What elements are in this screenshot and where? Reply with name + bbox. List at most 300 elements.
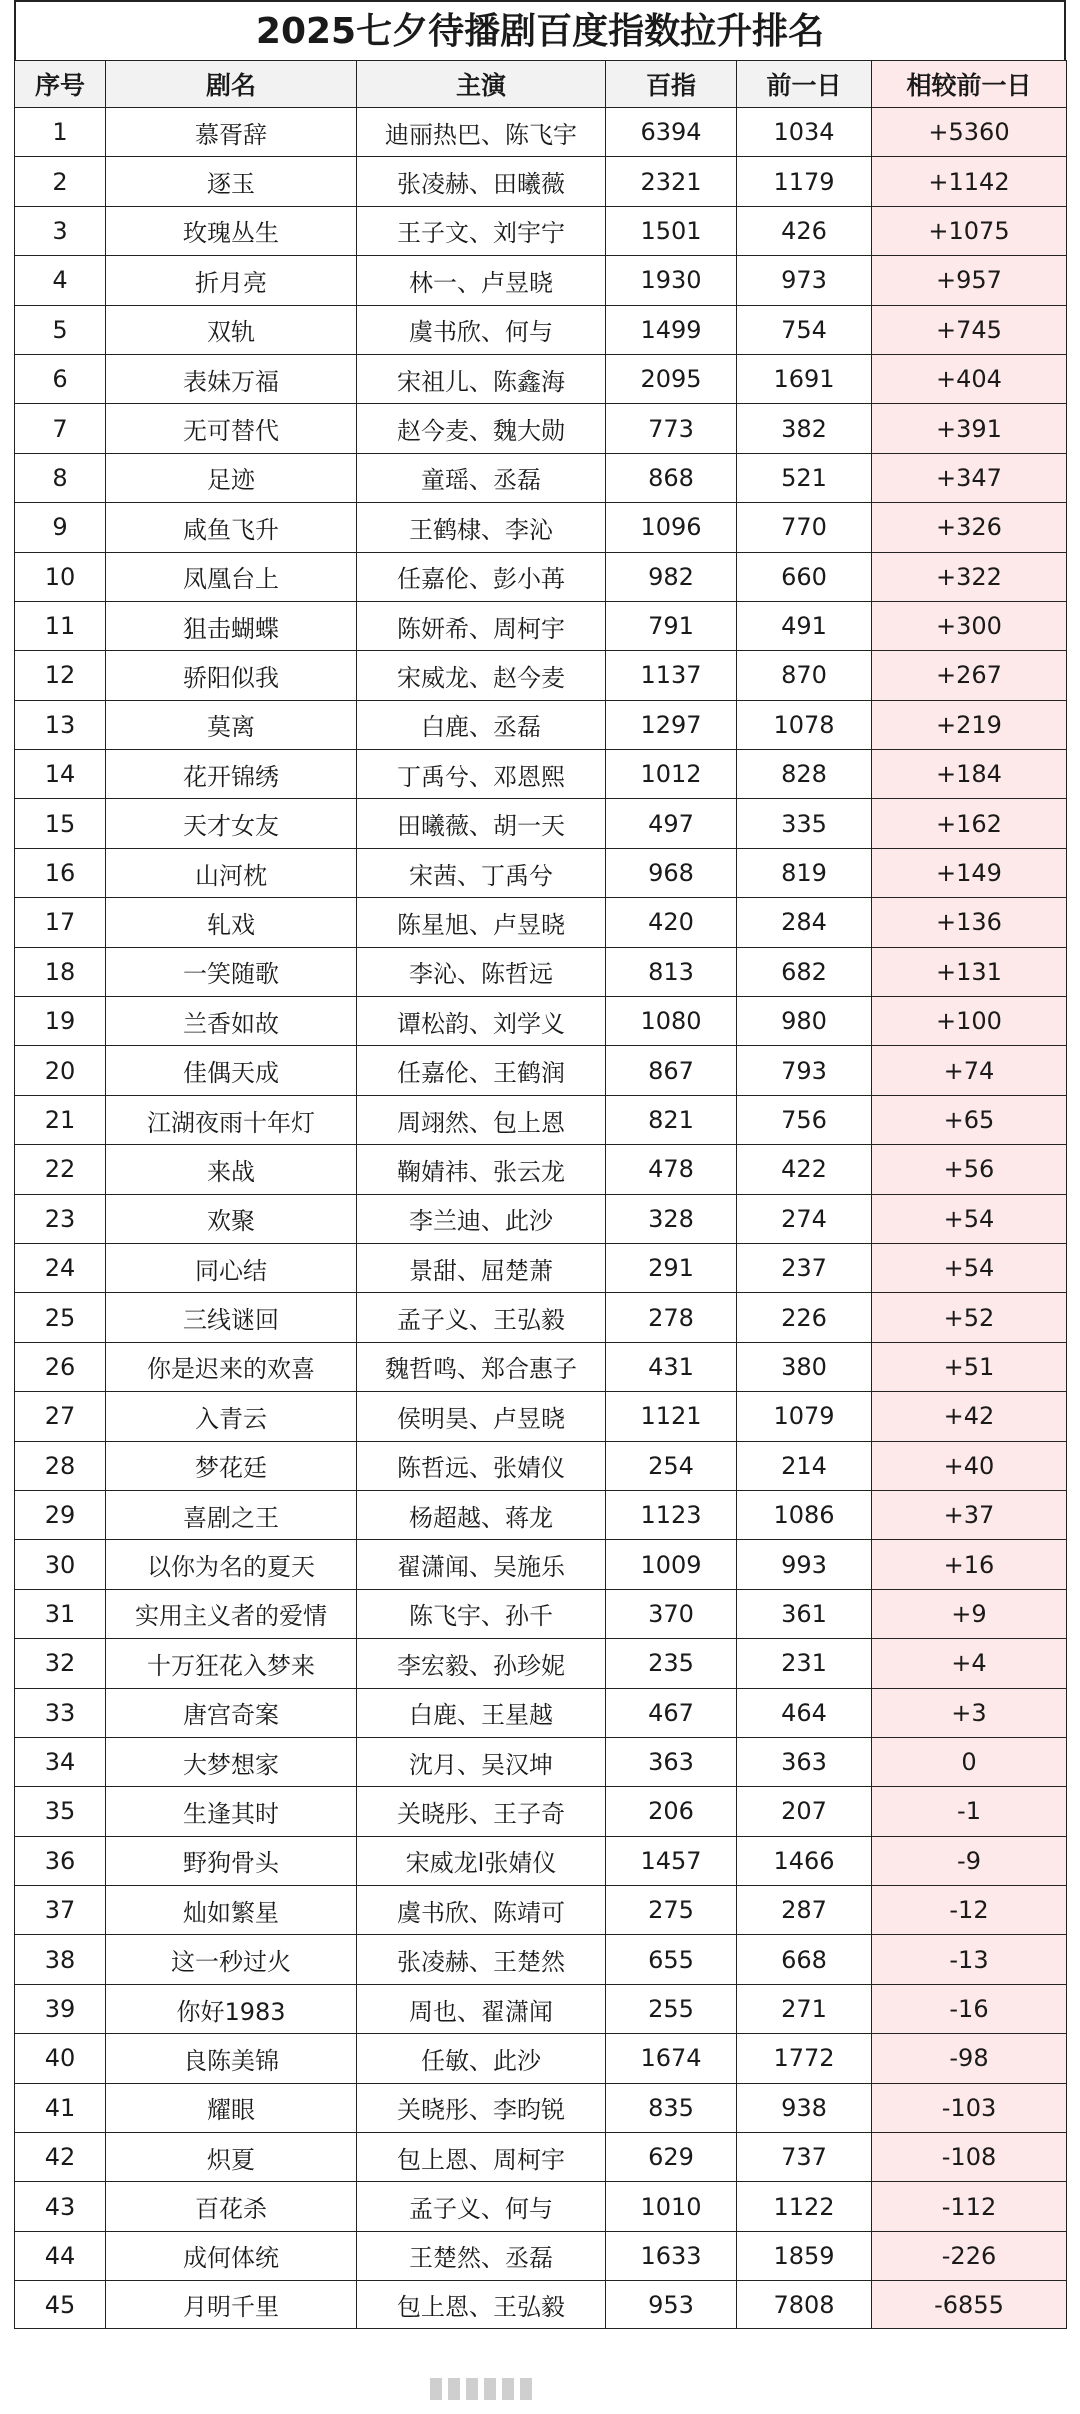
cell-drama-name: 表妹万福: [106, 354, 357, 403]
cell-rank: 36: [15, 1836, 106, 1885]
cell-change: -226: [872, 2231, 1067, 2280]
cell-baidu-index: 791: [606, 601, 737, 650]
cell-drama-name: 咸鱼飞升: [106, 503, 357, 552]
table-row: [15, 1935, 1067, 1984]
ranking-table: [14, 60, 1067, 2329]
cell-cast: 林一、卢昱晓: [357, 256, 606, 305]
cell-rank: 30: [15, 1540, 106, 1589]
cell-drama-name: 你好1983: [106, 1984, 357, 2033]
cell-baidu-index: 2321: [606, 157, 737, 206]
cell-rank: 8: [15, 453, 106, 502]
header-baidu-index: 百指: [606, 61, 737, 108]
cell-baidu-index: 953: [606, 2281, 737, 2329]
cell-drama-name: 这一秒过火: [106, 1935, 357, 1984]
cell-previous-day: 464: [737, 1688, 872, 1737]
cell-drama-name: 江湖夜雨十年灯: [106, 1095, 357, 1144]
cell-rank: 28: [15, 1441, 106, 1490]
cell-baidu-index: 867: [606, 1046, 737, 1095]
cell-drama-name: 欢聚: [106, 1194, 357, 1243]
cell-rank: 4: [15, 256, 106, 305]
table-row: [15, 157, 1067, 206]
cell-drama-name: 实用主义者的爱情: [106, 1589, 357, 1638]
table-row: [15, 2182, 1067, 2231]
cell-cast: 孟子义、王弘毅: [357, 1293, 606, 1342]
cell-rank: 44: [15, 2231, 106, 2280]
cell-change: +957: [872, 256, 1067, 305]
cell-previous-day: 938: [737, 2083, 872, 2132]
cell-change: +391: [872, 404, 1067, 453]
cell-drama-name: 轧戏: [106, 898, 357, 947]
cell-baidu-index: 1137: [606, 651, 737, 700]
cell-cast: 虞书欣、何与: [357, 305, 606, 354]
cell-cast: 翟潇闻、吴施乐: [357, 1540, 606, 1589]
cell-drama-name: 骄阳似我: [106, 651, 357, 700]
cell-change: +1075: [872, 206, 1067, 255]
cell-baidu-index: 1499: [606, 305, 737, 354]
cell-previous-day: 1179: [737, 157, 872, 206]
cell-drama-name: 逐玉: [106, 157, 357, 206]
cell-rank: 42: [15, 2133, 106, 2182]
cell-change: +745: [872, 305, 1067, 354]
cell-baidu-index: 278: [606, 1293, 737, 1342]
table-row: [15, 1145, 1067, 1194]
cell-drama-name: 喜剧之王: [106, 1490, 357, 1539]
table-row: [15, 750, 1067, 799]
cell-drama-name: 生逢其时: [106, 1787, 357, 1836]
cell-previous-day: 682: [737, 947, 872, 996]
cell-previous-day: 1691: [737, 354, 872, 403]
cell-previous-day: 1034: [737, 108, 872, 157]
cell-cast: 王楚然、丞磊: [357, 2231, 606, 2280]
cell-drama-name: 月明千里: [106, 2281, 357, 2329]
table-row: [15, 2133, 1067, 2182]
cell-previous-day: 819: [737, 848, 872, 897]
cell-baidu-index: 467: [606, 1688, 737, 1737]
cell-baidu-index: 821: [606, 1095, 737, 1144]
cell-baidu-index: 982: [606, 552, 737, 601]
cell-cast: 宋威龙l张婧仪: [357, 1836, 606, 1885]
cell-change: +149: [872, 848, 1067, 897]
cell-previous-day: 973: [737, 256, 872, 305]
cell-previous-day: 7808: [737, 2281, 872, 2329]
cell-cast: 陈星旭、卢昱晓: [357, 898, 606, 947]
table-row: [15, 1737, 1067, 1786]
cell-cast: 宋茜、丁禹兮: [357, 848, 606, 897]
cell-baidu-index: 1121: [606, 1392, 737, 1441]
cell-baidu-index: 206: [606, 1787, 737, 1836]
table-row: [15, 1787, 1067, 1836]
cell-change: +267: [872, 651, 1067, 700]
cell-baidu-index: 478: [606, 1145, 737, 1194]
table-row: [15, 1342, 1067, 1391]
cell-rank: 32: [15, 1639, 106, 1688]
table-row: [15, 256, 1067, 305]
table-row: [15, 1688, 1067, 1737]
table-row: [15, 503, 1067, 552]
cell-previous-day: 214: [737, 1441, 872, 1490]
cell-drama-name: 山河枕: [106, 848, 357, 897]
cell-baidu-index: 1501: [606, 206, 737, 255]
cell-previous-day: 426: [737, 206, 872, 255]
cell-baidu-index: 1674: [606, 2034, 737, 2083]
table-row: [15, 848, 1067, 897]
table-row: [15, 2083, 1067, 2132]
cell-baidu-index: 968: [606, 848, 737, 897]
cell-drama-name: 一笑随歌: [106, 947, 357, 996]
cell-change: +322: [872, 552, 1067, 601]
cell-drama-name: 来战: [106, 1145, 357, 1194]
cell-change: +219: [872, 700, 1067, 749]
cell-change: -1: [872, 1787, 1067, 1836]
table-row: [15, 1540, 1067, 1589]
cell-previous-day: 287: [737, 1886, 872, 1935]
cell-baidu-index: 254: [606, 1441, 737, 1490]
cell-previous-day: 793: [737, 1046, 872, 1095]
cell-change: +54: [872, 1243, 1067, 1292]
cell-previous-day: 993: [737, 1540, 872, 1589]
cell-previous-day: 660: [737, 552, 872, 601]
cell-rank: 24: [15, 1243, 106, 1292]
cell-previous-day: 422: [737, 1145, 872, 1194]
cell-rank: 15: [15, 799, 106, 848]
table-row: [15, 1490, 1067, 1539]
cell-previous-day: 274: [737, 1194, 872, 1243]
cell-cast: 张凌赫、王楚然: [357, 1935, 606, 1984]
table-row: [15, 2281, 1067, 2329]
cell-rank: 31: [15, 1589, 106, 1638]
cell-baidu-index: 1633: [606, 2231, 737, 2280]
cell-cast: 赵今麦、魏大勋: [357, 404, 606, 453]
cell-baidu-index: 497: [606, 799, 737, 848]
cell-cast: 陈飞宇、孙千: [357, 1589, 606, 1638]
cell-drama-name: 百花杀: [106, 2182, 357, 2231]
table-header-row: [15, 61, 1067, 108]
cell-change: +54: [872, 1194, 1067, 1243]
cell-rank: 9: [15, 503, 106, 552]
cell-cast: 魏哲鸣、郑合惠子: [357, 1342, 606, 1391]
cell-rank: 27: [15, 1392, 106, 1441]
cell-cast: 沈月、吴汉坤: [357, 1737, 606, 1786]
cell-rank: 35: [15, 1787, 106, 1836]
cell-baidu-index: 1012: [606, 750, 737, 799]
cell-change: +3: [872, 1688, 1067, 1737]
cell-previous-day: 870: [737, 651, 872, 700]
cell-previous-day: 754: [737, 305, 872, 354]
cell-cast: 景甜、屈楚萧: [357, 1243, 606, 1292]
table-row: [15, 108, 1067, 157]
cell-rank: 10: [15, 552, 106, 601]
cell-cast: 童瑶、丞磊: [357, 453, 606, 502]
table-row: [15, 2231, 1067, 2280]
cell-baidu-index: 370: [606, 1589, 737, 1638]
table-row: [15, 947, 1067, 996]
cell-drama-name: 莫离: [106, 700, 357, 749]
cell-change: +37: [872, 1490, 1067, 1539]
cell-rank: 5: [15, 305, 106, 354]
cell-baidu-index: 420: [606, 898, 737, 947]
cell-drama-name: 炽夏: [106, 2133, 357, 2182]
cell-change: +9: [872, 1589, 1067, 1638]
cell-rank: 23: [15, 1194, 106, 1243]
cell-cast: 任嘉伦、彭小苒: [357, 552, 606, 601]
cell-cast: 包上恩、周柯宇: [357, 2133, 606, 2182]
cell-drama-name: 耀眼: [106, 2083, 357, 2132]
cell-previous-day: 226: [737, 1293, 872, 1342]
cell-change: +16: [872, 1540, 1067, 1589]
cell-rank: 21: [15, 1095, 106, 1144]
cell-change: +326: [872, 503, 1067, 552]
cell-drama-name: 花开锦绣: [106, 750, 357, 799]
table-row: [15, 601, 1067, 650]
cell-baidu-index: 655: [606, 1935, 737, 1984]
cell-rank: 26: [15, 1342, 106, 1391]
cell-previous-day: 1772: [737, 2034, 872, 2083]
cell-previous-day: 980: [737, 997, 872, 1046]
cell-baidu-index: 1297: [606, 700, 737, 749]
cell-cast: 虞书欣、陈靖可: [357, 1886, 606, 1935]
cell-change: +136: [872, 898, 1067, 947]
cell-change: -6855: [872, 2281, 1067, 2329]
cell-rank: 19: [15, 997, 106, 1046]
cell-previous-day: 382: [737, 404, 872, 453]
cell-cast: 周也、翟潇闻: [357, 1984, 606, 2033]
cell-rank: 37: [15, 1886, 106, 1935]
cell-cast: 陈妍希、周柯宇: [357, 601, 606, 650]
cell-previous-day: 380: [737, 1342, 872, 1391]
cell-drama-name: 成何体统: [106, 2231, 357, 2280]
cell-drama-name: 灿如繁星: [106, 1886, 357, 1935]
cell-previous-day: 668: [737, 1935, 872, 1984]
cell-cast: 孟子义、何与: [357, 2182, 606, 2231]
cell-rank: 6: [15, 354, 106, 403]
cell-drama-name: 双轨: [106, 305, 357, 354]
cell-baidu-index: 363: [606, 1737, 737, 1786]
table-body: [15, 108, 1067, 2329]
cell-drama-name: 慕胥辞: [106, 108, 357, 157]
table-row: [15, 997, 1067, 1046]
cell-change: +131: [872, 947, 1067, 996]
table-row: [15, 1046, 1067, 1095]
cell-cast: 包上恩、王弘毅: [357, 2281, 606, 2329]
cell-baidu-index: 1009: [606, 1540, 737, 1589]
table-row: [15, 1984, 1067, 2033]
cell-baidu-index: 431: [606, 1342, 737, 1391]
table-row: [15, 1194, 1067, 1243]
cell-cast: 李宏毅、孙珍妮: [357, 1639, 606, 1688]
cell-cast: 王鹤棣、李沁: [357, 503, 606, 552]
cell-rank: 3: [15, 206, 106, 255]
cell-baidu-index: 1080: [606, 997, 737, 1046]
cell-cast: 王子文、刘宇宁: [357, 206, 606, 255]
cell-drama-name: 狙击蝴蝶: [106, 601, 357, 650]
cell-previous-day: 521: [737, 453, 872, 502]
cell-drama-name: 你是迟来的欢喜: [106, 1342, 357, 1391]
table-row: [15, 1293, 1067, 1342]
cell-cast: 白鹿、王星越: [357, 1688, 606, 1737]
table-row: [15, 799, 1067, 848]
table-row: [15, 1639, 1067, 1688]
watermark: [430, 2378, 650, 2408]
header-previous-day: 前一日: [737, 61, 872, 108]
table-row: [15, 1392, 1067, 1441]
cell-previous-day: 207: [737, 1787, 872, 1836]
header-change: 相较前一日: [872, 61, 1067, 108]
cell-cast: 宋祖儿、陈鑫海: [357, 354, 606, 403]
cell-rank: 34: [15, 1737, 106, 1786]
table-row: [15, 1886, 1067, 1935]
table-row: [15, 1095, 1067, 1144]
cell-drama-name: 兰香如故: [106, 997, 357, 1046]
cell-previous-day: 737: [737, 2133, 872, 2182]
cell-rank: 29: [15, 1490, 106, 1539]
cell-baidu-index: 835: [606, 2083, 737, 2132]
cell-previous-day: 1078: [737, 700, 872, 749]
cell-drama-name: 佳偶天成: [106, 1046, 357, 1095]
cell-rank: 25: [15, 1293, 106, 1342]
cell-rank: 38: [15, 1935, 106, 1984]
cell-change: +100: [872, 997, 1067, 1046]
cell-cast: 田曦薇、胡一天: [357, 799, 606, 848]
cell-rank: 16: [15, 848, 106, 897]
table-row: [15, 898, 1067, 947]
cell-baidu-index: 255: [606, 1984, 737, 2033]
cell-previous-day: 231: [737, 1639, 872, 1688]
cell-cast: 白鹿、丞磊: [357, 700, 606, 749]
cell-change: -12: [872, 1886, 1067, 1935]
cell-cast: 关晓彤、李昀锐: [357, 2083, 606, 2132]
cell-change: +40: [872, 1441, 1067, 1490]
cell-rank: 45: [15, 2281, 106, 2329]
cell-rank: 22: [15, 1145, 106, 1194]
cell-change: -112: [872, 2182, 1067, 2231]
table-row: [15, 1243, 1067, 1292]
cell-rank: 33: [15, 1688, 106, 1737]
cell-change: +184: [872, 750, 1067, 799]
cell-cast: 李沁、陈哲远: [357, 947, 606, 996]
cell-cast: 丁禹兮、邓恩熙: [357, 750, 606, 799]
cell-rank: 7: [15, 404, 106, 453]
cell-drama-name: 以你为名的夏天: [106, 1540, 357, 1589]
cell-rank: 18: [15, 947, 106, 996]
cell-rank: 40: [15, 2034, 106, 2083]
cell-change: -103: [872, 2083, 1067, 2132]
cell-cast: 周翊然、包上恩: [357, 1095, 606, 1144]
cell-previous-day: 237: [737, 1243, 872, 1292]
cell-baidu-index: 1457: [606, 1836, 737, 1885]
cell-change: +51: [872, 1342, 1067, 1391]
cell-rank: 11: [15, 601, 106, 650]
table-row: [15, 404, 1067, 453]
cell-previous-day: 770: [737, 503, 872, 552]
cell-change: +65: [872, 1095, 1067, 1144]
cell-change: +4: [872, 1639, 1067, 1688]
cell-previous-day: 1079: [737, 1392, 872, 1441]
cell-baidu-index: 868: [606, 453, 737, 502]
cell-rank: 2: [15, 157, 106, 206]
cell-drama-name: 折月亮: [106, 256, 357, 305]
cell-drama-name: 入青云: [106, 1392, 357, 1441]
cell-rank: 13: [15, 700, 106, 749]
table-row: [15, 1441, 1067, 1490]
cell-cast: 李兰迪、此沙: [357, 1194, 606, 1243]
cell-baidu-index: 1123: [606, 1490, 737, 1539]
cell-rank: 43: [15, 2182, 106, 2231]
cell-cast: 宋威龙、赵今麦: [357, 651, 606, 700]
cell-rank: 17: [15, 898, 106, 947]
table-row: [15, 2034, 1067, 2083]
cell-baidu-index: 1010: [606, 2182, 737, 2231]
cell-cast: 任敏、此沙: [357, 2034, 606, 2083]
page-title: 2025七夕待播剧百度指数拉升排名: [14, 0, 1066, 60]
cell-baidu-index: 813: [606, 947, 737, 996]
ranking-sheet: [14, 0, 1066, 2329]
cell-drama-name: 良陈美锦: [106, 2034, 357, 2083]
cell-cast: 张凌赫、田曦薇: [357, 157, 606, 206]
cell-drama-name: 足迹: [106, 453, 357, 502]
cell-baidu-index: 235: [606, 1639, 737, 1688]
cell-previous-day: 1859: [737, 2231, 872, 2280]
cell-drama-name: 无可替代: [106, 404, 357, 453]
cell-change: +52: [872, 1293, 1067, 1342]
table-row: [15, 552, 1067, 601]
table-row: [15, 305, 1067, 354]
cell-change: +404: [872, 354, 1067, 403]
table-row: [15, 1836, 1067, 1885]
header-drama-name: 剧名: [106, 61, 357, 108]
cell-rank: 1: [15, 108, 106, 157]
cell-change: -108: [872, 2133, 1067, 2182]
table-row: [15, 1589, 1067, 1638]
cell-previous-day: 271: [737, 1984, 872, 2033]
cell-drama-name: 十万狂花入梦来: [106, 1639, 357, 1688]
cell-drama-name: 野狗骨头: [106, 1836, 357, 1885]
cell-cast: 关晓彤、王子奇: [357, 1787, 606, 1836]
cell-baidu-index: 773: [606, 404, 737, 453]
cell-baidu-index: 328: [606, 1194, 737, 1243]
cell-change: +5360: [872, 108, 1067, 157]
cell-cast: 谭松韵、刘学义: [357, 997, 606, 1046]
header-rank: 序号: [15, 61, 106, 108]
cell-change: -9: [872, 1836, 1067, 1885]
cell-baidu-index: 1096: [606, 503, 737, 552]
cell-drama-name: 梦花廷: [106, 1441, 357, 1490]
cell-cast: 鞠婧祎、张云龙: [357, 1145, 606, 1194]
cell-change: +1142: [872, 157, 1067, 206]
cell-change: -98: [872, 2034, 1067, 2083]
cell-rank: 20: [15, 1046, 106, 1095]
cell-previous-day: 828: [737, 750, 872, 799]
cell-rank: 41: [15, 2083, 106, 2132]
table-row: [15, 453, 1067, 502]
cell-rank: 14: [15, 750, 106, 799]
cell-rank: 39: [15, 1984, 106, 2033]
cell-cast: 杨超越、蒋龙: [357, 1490, 606, 1539]
cell-previous-day: 284: [737, 898, 872, 947]
cell-baidu-index: 275: [606, 1886, 737, 1935]
cell-drama-name: 三线谜回: [106, 1293, 357, 1342]
cell-cast: 侯明昊、卢昱晓: [357, 1392, 606, 1441]
cell-baidu-index: 291: [606, 1243, 737, 1292]
cell-change: -16: [872, 1984, 1067, 2033]
table-row: [15, 354, 1067, 403]
header-cast: 主演: [357, 61, 606, 108]
cell-drama-name: 天才女友: [106, 799, 357, 848]
cell-previous-day: 361: [737, 1589, 872, 1638]
cell-baidu-index: 2095: [606, 354, 737, 403]
cell-baidu-index: 629: [606, 2133, 737, 2182]
cell-change: 0: [872, 1737, 1067, 1786]
cell-drama-name: 大梦想家: [106, 1737, 357, 1786]
